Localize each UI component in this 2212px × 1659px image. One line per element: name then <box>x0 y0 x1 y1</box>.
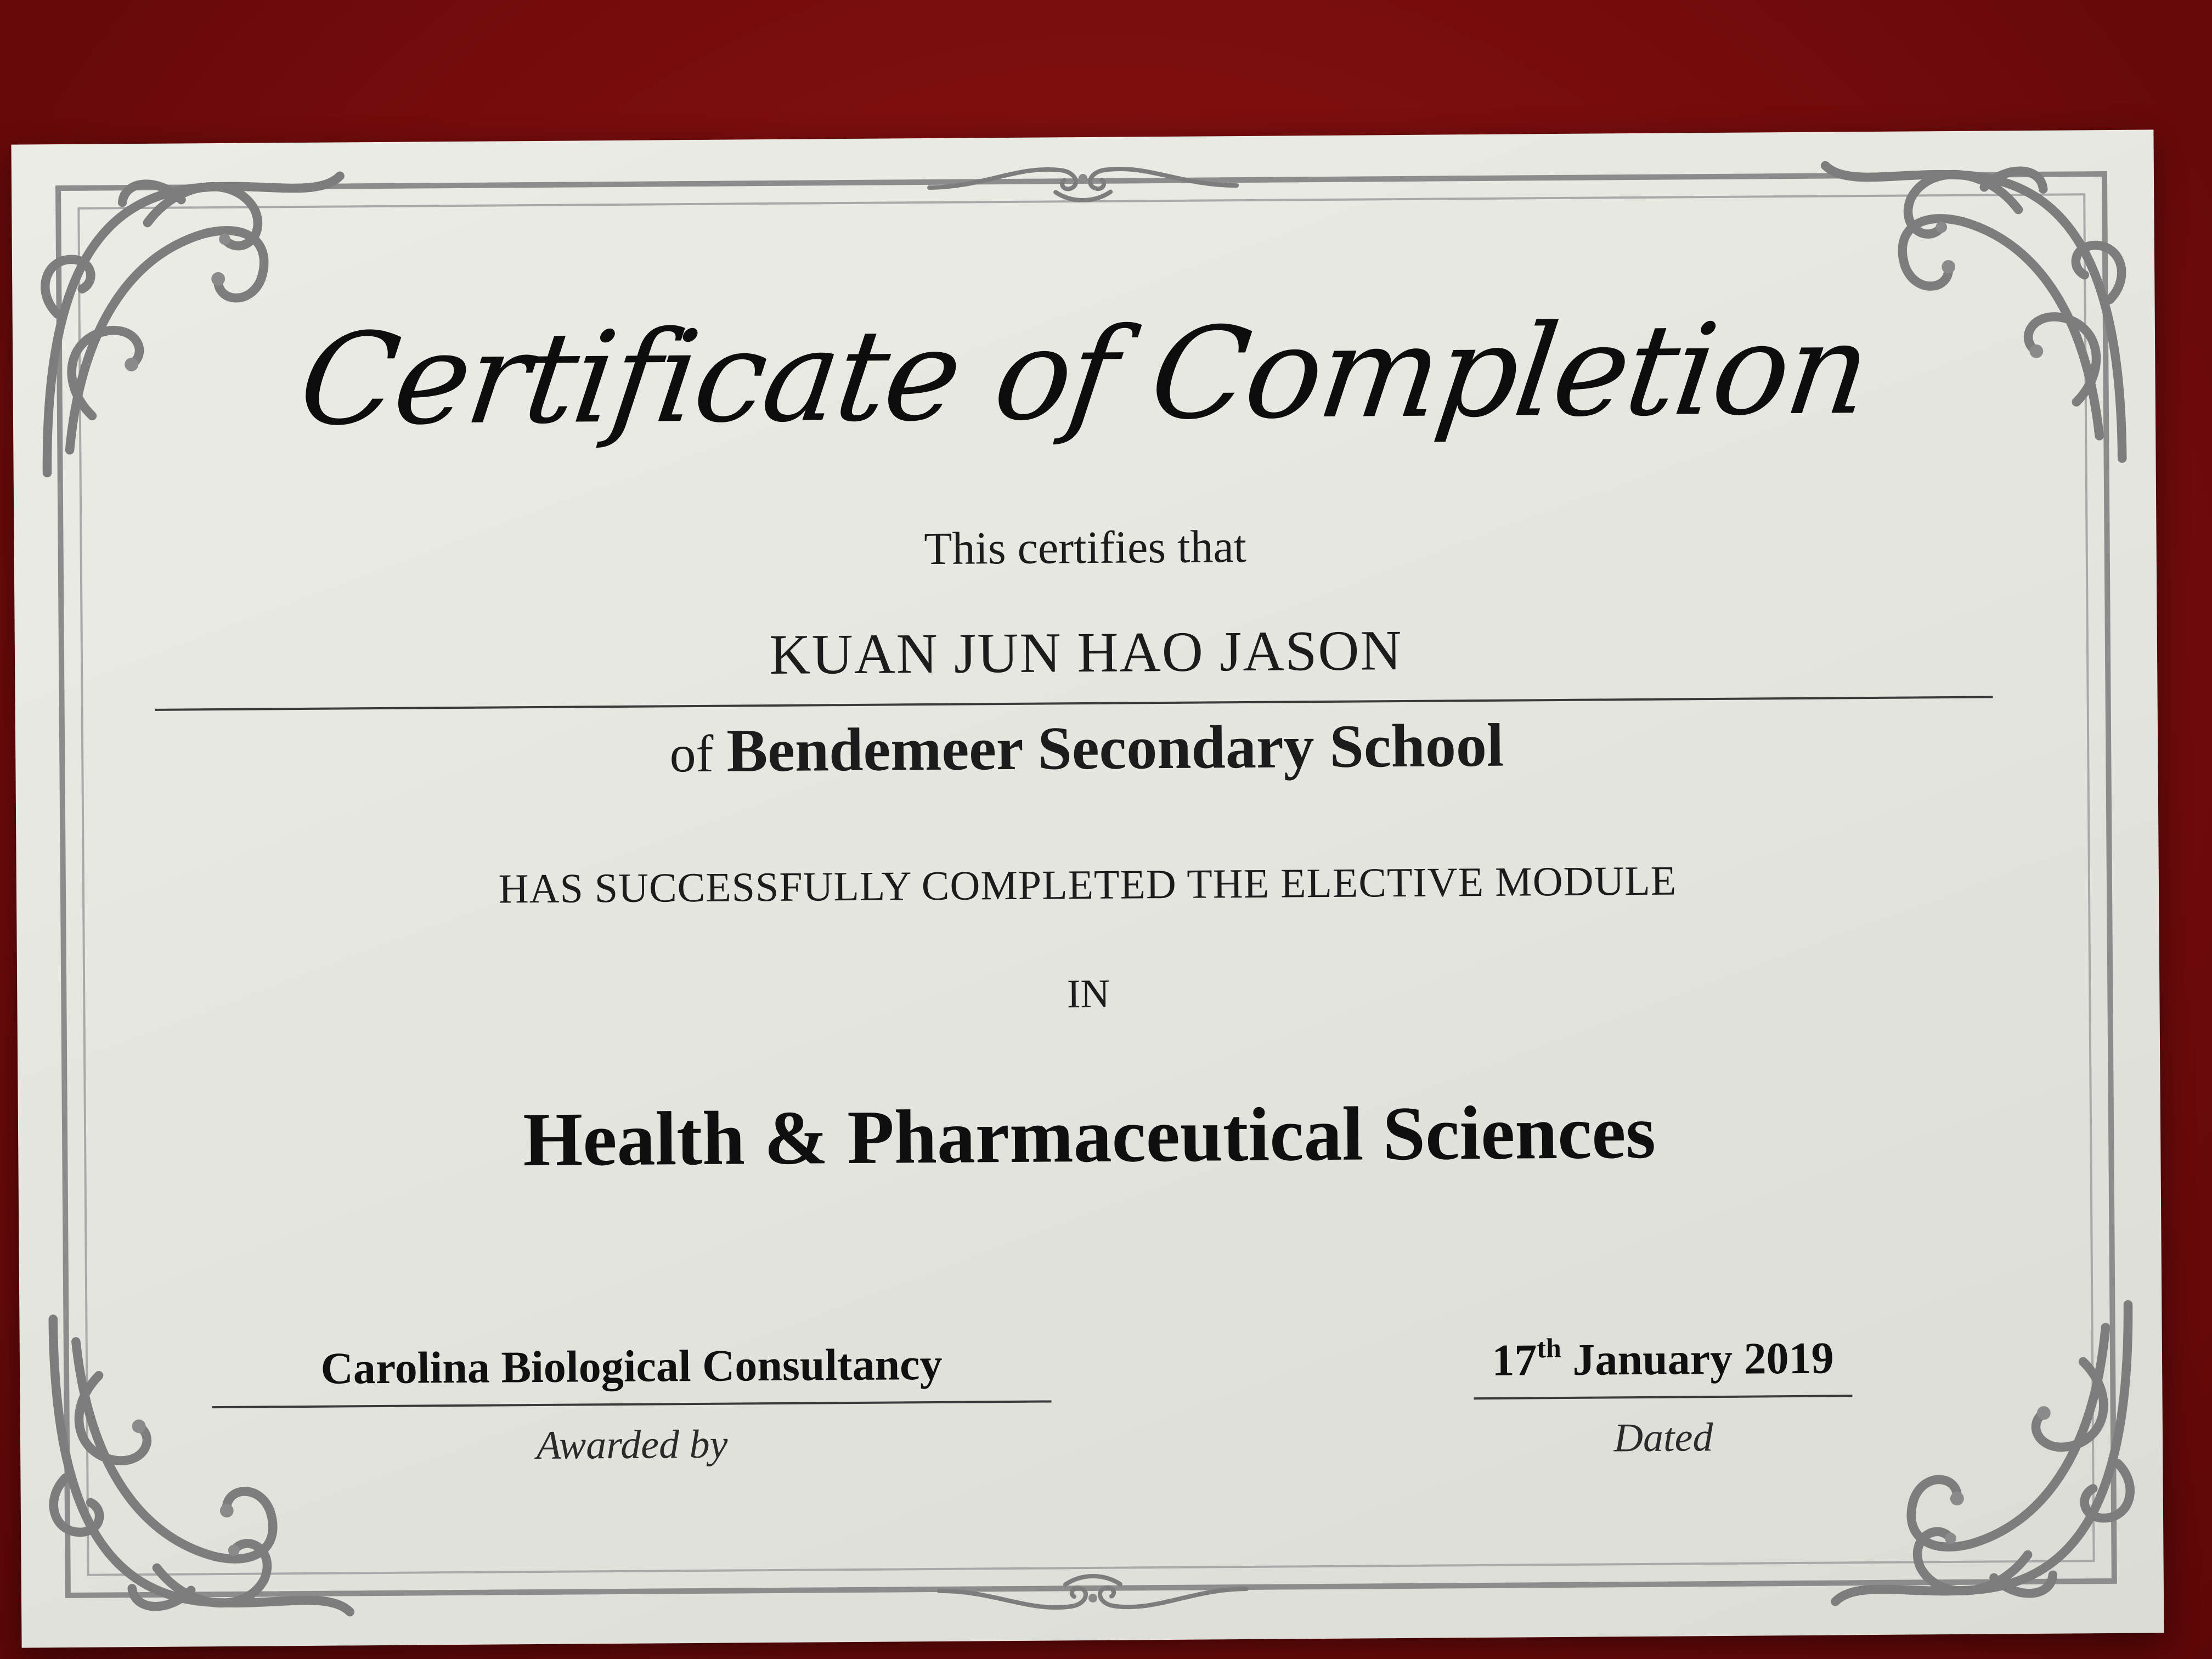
award-date <box>1474 1328 1853 1391</box>
dated-caption: Dated <box>1613 1415 1713 1461</box>
school-name: Bendemeer Secondary School <box>726 711 1504 785</box>
in-text: IN <box>1066 971 1110 1017</box>
date-day: 17 <box>1492 1335 1537 1385</box>
awarding-organization: Carolina Biological Consultancy <box>320 1339 943 1393</box>
recipient-name: KUAN JUN HAO JASON <box>769 618 1403 687</box>
certifies-text: This certifies that <box>923 521 1247 575</box>
dated-block <box>1474 1328 1853 1463</box>
awarded-by-caption: Awarded by <box>536 1421 728 1469</box>
dated-underline <box>1474 1395 1852 1400</box>
school-line <box>15 706 2158 791</box>
certificate-title: Certificate of Completion <box>291 296 1877 454</box>
awarded-underline <box>212 1400 1052 1408</box>
awarded-block <box>212 1333 1052 1471</box>
certificate-content <box>11 129 2164 1647</box>
module-subject: Health & Pharmaceutical Sciences <box>522 1089 1656 1183</box>
certificate-paper <box>11 129 2164 1647</box>
date-day-suffix: th <box>1537 1332 1561 1364</box>
date-month-year: January 2019 <box>1572 1333 1834 1385</box>
completed-text: HAS SUCCESSFULLY COMPLETED THE ELECTIVE MODULE <box>498 857 1677 912</box>
of-text: of <box>669 724 714 783</box>
